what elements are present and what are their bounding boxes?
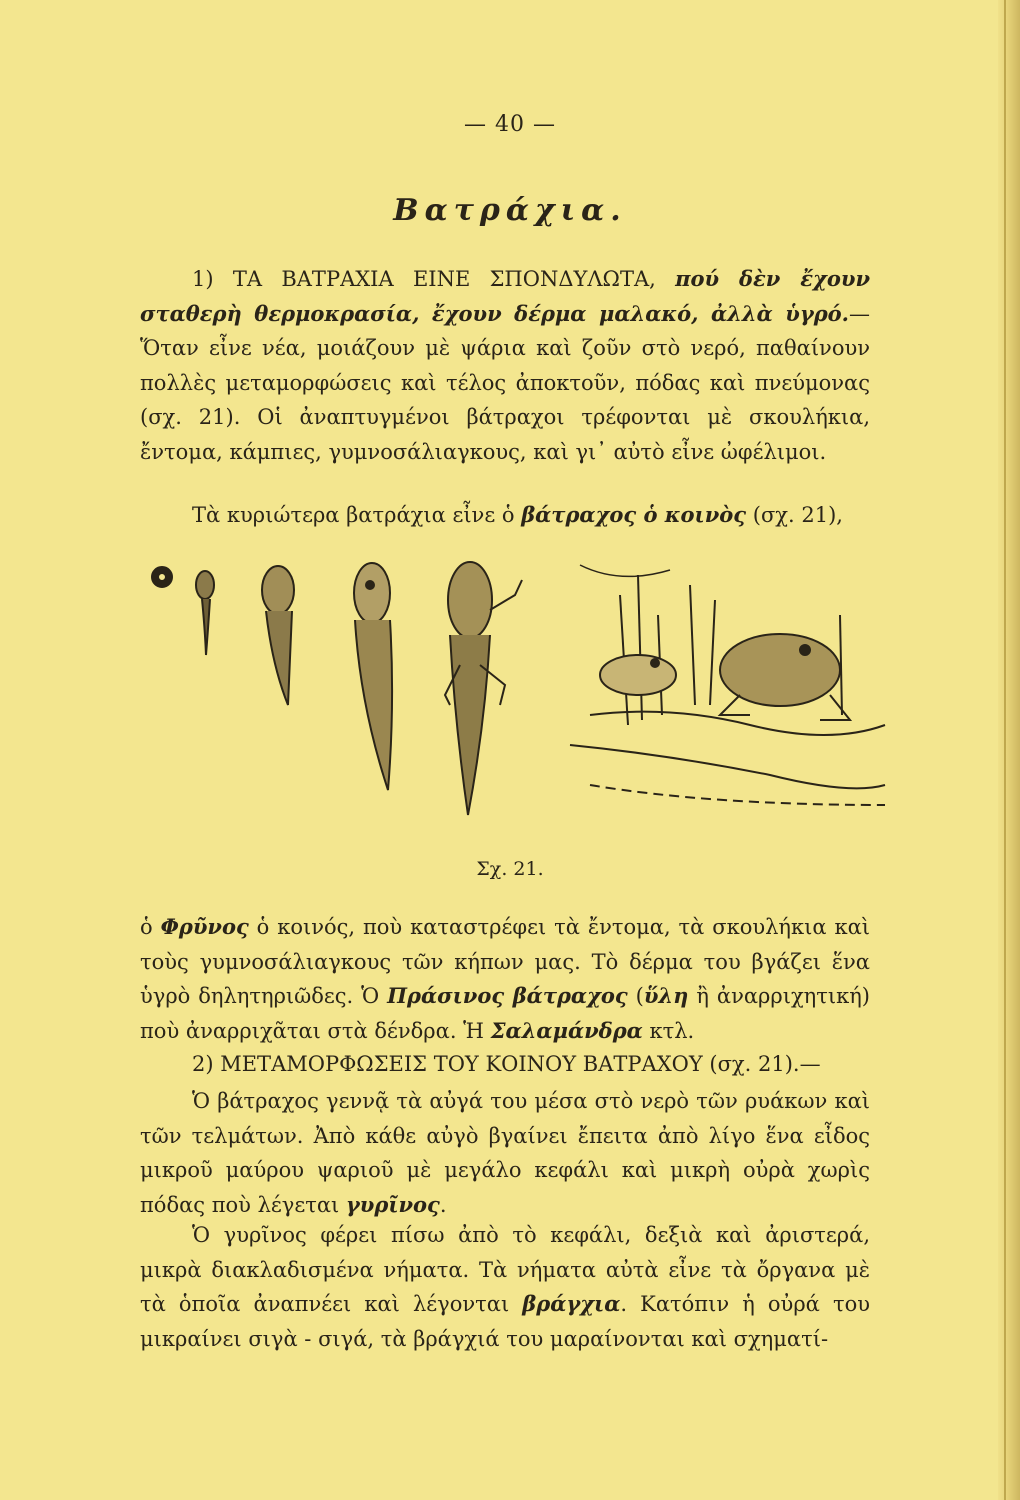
para3-emphasis-4: Σαλαμάνδρα (490, 1017, 643, 1043)
para3-text-2: ὁ κοινός, ποὺ καταστρέφει τὰ ἔντομα, τὰ σκουλήκια καὶ τοὺς γυμνοσάλιαγκους τῶν κήπων μας. Τὸ δέρμα του βγάζει ἕνα ὑγρὸ δηλητηριῶδες. Ὁ (140, 915, 870, 1008)
paragraph-5 (140, 1084, 870, 1222)
para2-emphasis: βάτραχος ὁ κοινὸς (521, 502, 747, 527)
para2-lead: Τὰ κυριώτερα βατράχια εἶνε ὁ (192, 503, 522, 527)
para3-text-4: ἢ ἀναρριχητική) ποὺ ἀναρριχᾶται στὰ δένδρα. Ἡ (140, 984, 871, 1043)
paragraph-6 (140, 1218, 870, 1356)
para5-emphasis-1: γυρῖνος (345, 1191, 440, 1217)
para3-text-1: ὁ (140, 915, 161, 939)
tadpole-stage-1-drawing (196, 571, 214, 655)
para1-rest: — Ὅταν εἶνε νέα, μοιάζουν μὲ ψάρια καὶ ζοῦν στὸ νερό, παθαίνουν πολλὲς μεταμορφώσεις καὶ τέλος ἀποκτοῦν, πόδας καὶ πνεύμονας (σχ. 21). Οἱ ἀναπτυγμένοι βάτραχοι τρέφονται μὲ σκουλήκια, ἔντομα, κάμπιες, γυμνοσάλιαγκους, καὶ γι᾽ αὐτὸ εἶνε ὠφέλιμοι. (140, 301, 870, 464)
figure-caption: Σχ. 21. (476, 858, 544, 880)
para1-emphasis: πού δὲν ἔχουν σταθερὴ θερμοκρασία, ἔχουν δέρμα μαλακό, ἀλλὰ ὑγρό. (140, 266, 871, 326)
para3-text-3: ( (627, 984, 644, 1008)
para3-emphasis-3: ὕλη (643, 983, 689, 1008)
para5-text-1: Ὁ βάτραχος γεννᾷ τὰ αὐγά του μέσα στὸ νερὸ τῶν ρυάκων καὶ τῶν τελμάτων. Ἀπὸ κάθε αὐγὸ βγαίνει ἔπειτα ἀπὸ λίγο ἕνα εἶδος μικροῦ μαύρου ψαριοῦ μὲ μεγάλο κεφάλι καὶ μικρὴ οὐρὰ χωρὶς πόδας ποὺ λέγεται (140, 1089, 870, 1217)
chapter-title: Βατράχια. (393, 193, 627, 228)
frog-metamorphosis-illustration (150, 555, 890, 850)
para6-emphasis-1: βράγχια (522, 1291, 621, 1316)
para6-text-1: Ὁ γυρῖνος φέρει πίσω ἀπὸ τὸ κεφάλι, δεξιὰ καὶ ἀριστερά, μικρὰ διακλαδισμένα νήματα. Τὰ νήματα αὐτὰ εἶνε τὰ ὄργανα μὲ τὰ ὁποῖα ἀναπνέει καὶ λέγονται (140, 1223, 870, 1316)
frog-egg-drawing (152, 567, 172, 587)
page-number: — 40 — (464, 112, 556, 137)
paragraph-1 (140, 262, 870, 469)
para3-text-5: κτλ. (642, 1018, 695, 1043)
tadpole-stage-3-drawing (354, 563, 392, 790)
paragraph-3 (140, 910, 870, 1048)
para6-text-2: . Κατόπιν ἡ οὐρά του μικραίνει σιγὰ - σιγά, τὰ βράγχιά του μαραίνονται καὶ σχηματί- (140, 1292, 870, 1351)
para2-rest: (σχ. 21), (746, 503, 843, 527)
section-heading-2: 2) ΜΕΤΑΜΟΡΦΩΣΕΙΣ ΤΟΥ ΚΟΙΝΟΥ ΒΑΤΡΑΧΟΥ (σχ. 21).— (192, 1052, 821, 1076)
paragraph-2 (140, 498, 870, 533)
tadpole-stage-4-drawing (445, 562, 522, 815)
para1-lead: 1) ΤΑ ΒΑΤΡΑΧΙΑ ΕΙΝΕ ΣΠΟΝΔΥΛΩΤΑ, (192, 267, 676, 291)
para5-text-2: . (439, 1192, 447, 1217)
para3-emphasis-2: Πράσινος βάτραχος (387, 983, 628, 1008)
pond-scene-drawing (570, 565, 885, 805)
tadpole-stage-2-drawing (262, 566, 294, 705)
para3-emphasis-1: Φρῦνος (160, 914, 249, 939)
